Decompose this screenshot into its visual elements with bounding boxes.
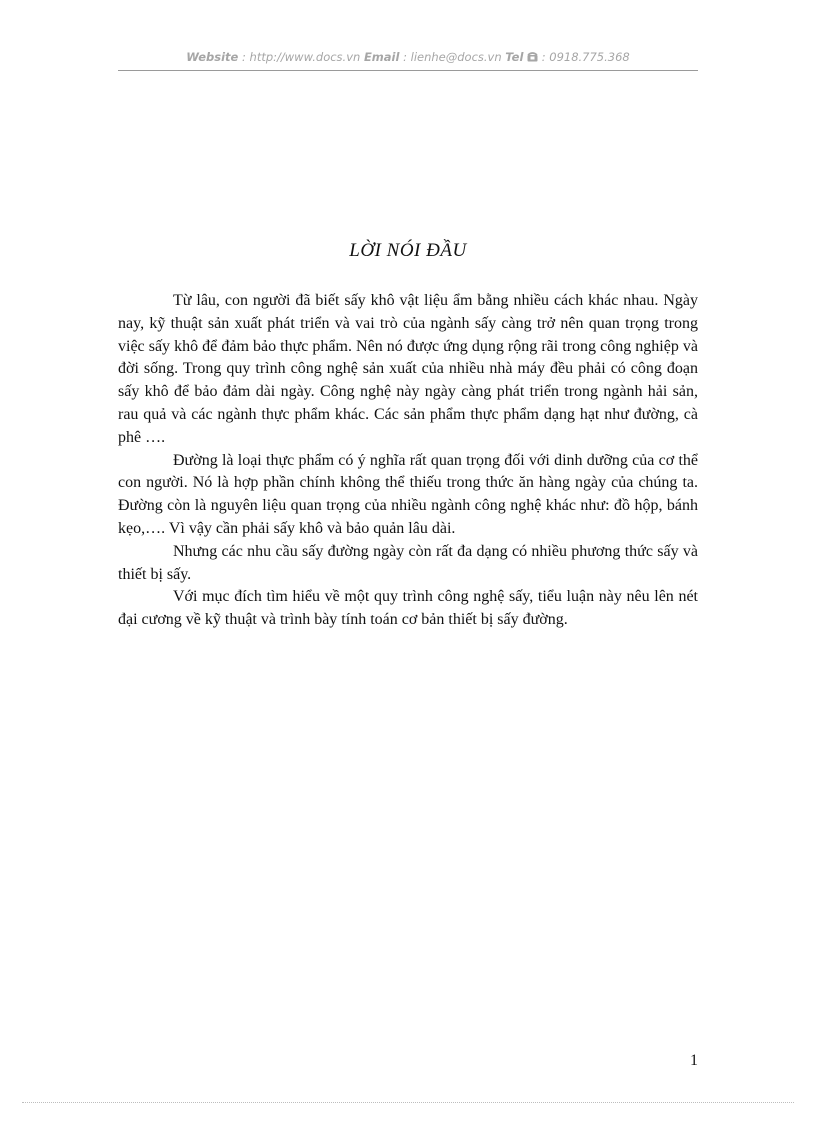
paragraph: Nhưng các nhu cầu sấy đường ngày còn rất đa dạng có nhiều phương thức sấy và thiết bị sấy. [118, 542, 698, 583]
footer-divider [22, 1102, 794, 1103]
email-label: Email [363, 50, 400, 64]
paragraph: Đường là loại thực phẩm có ý nghĩa rất quan trọng đối với dinh dưỡng của cơ thể con người. Nó là hợp phần chính không thể thiếu trong thức ăn hàng ngày của chúng ta. Đường còn là nguyên liệu quan trọng của nhiều ngành công nghệ khác như: đồ hộp, bánh kẹo,…. Vì vậy cần phải sấy khô và bảo quản lâu dài. [118, 451, 698, 537]
paragraph: Từ lâu, con người đã biết sấy khô vật liệu ẩm bằng nhiều cách khác nhau. Ngày nay, kỹ thuật sản xuất phát triển và vai trò của ngành sấy càng trở nên quan trọng trong việc sấy khô để đảm bảo thực phẩm. Nên nó được ứng dụng rộng rãi trong công nghiệp và đời sống. Trong quy trình công nghệ sản xuất của nhiều nhà máy đều phải có công đoạn sấy khô để bảo đảm dài ngày. Công nghệ này ngày càng phát triển trong ngành hải sản, rau quả và các ngành thực phẩm khác. Các sản phẩm thực phẩm dạng hạt như đường, cà phê …. [118, 292, 698, 446]
header-divider [118, 70, 698, 71]
tel-value: : 0918.775.368 [538, 50, 630, 64]
page-number: 1 [690, 1052, 698, 1069]
website-value: : http://www.docs.vn [238, 50, 364, 64]
document-title: LỜI NÓI ĐẦU [349, 240, 467, 261]
phone-icon [527, 52, 538, 62]
page-header [118, 50, 698, 64]
tel-label: Tel [505, 50, 524, 64]
email-value: : lienhe@docs.vn [399, 50, 506, 64]
document-body [118, 290, 698, 632]
paragraph: Với mục đích tìm hiểu về một quy trình công nghệ sấy, tiểu luận này nêu lên nét đại cương về kỹ thuật và trình bày tính toán cơ bản thiết bị sấy đường. [118, 588, 698, 629]
website-label: Website [186, 50, 239, 64]
